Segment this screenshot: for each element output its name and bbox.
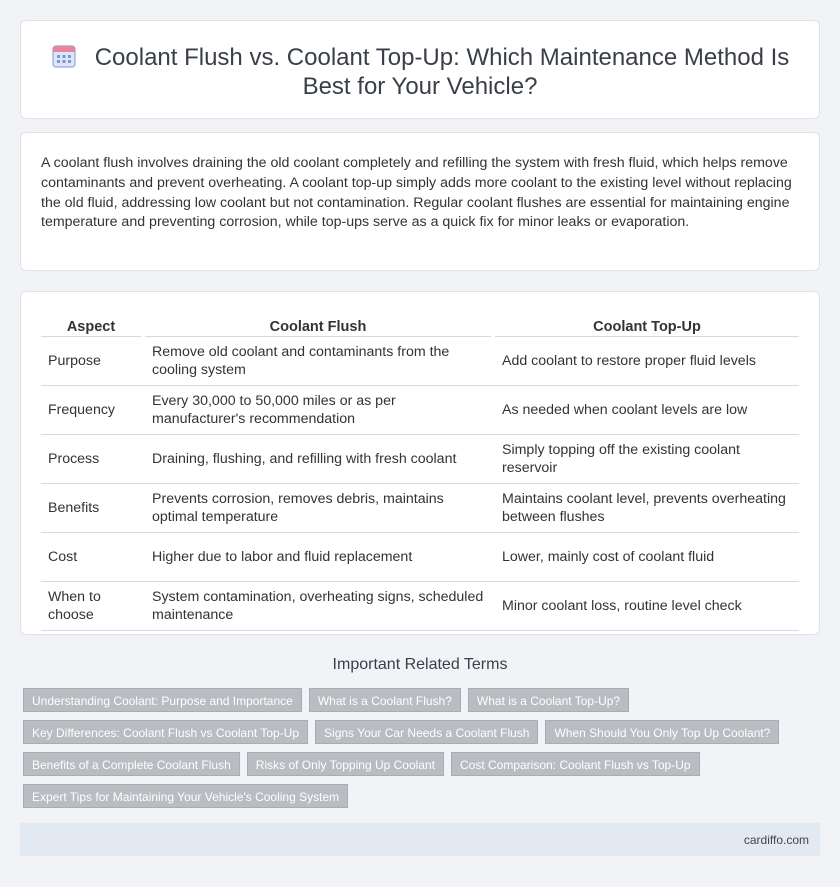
table-row [41,386,799,435]
header-coolant-top-up: Coolant Top-Up [495,315,799,337]
calendar-grid-icon [51,43,77,69]
related-term-chip[interactable]: Cost Comparison: Coolant Flush vs Top-Up [451,752,700,776]
related-term-chip[interactable]: Expert Tips for Maintaining Your Vehicle's Cooling System [23,784,348,808]
related-term-chip[interactable]: Signs Your Car Needs a Coolant Flush [315,720,538,744]
related-term-chip[interactable]: Understanding Coolant: Purpose and Importance [23,688,302,712]
header-aspect: Aspect [41,315,141,337]
flush-cell: Prevents corrosion, removes debris, maintains optimal temperature [145,484,491,533]
flush-cell: Higher due to labor and fluid replacement [145,533,491,582]
table-row [41,533,799,582]
title-wrap [41,43,799,101]
footer [20,823,820,856]
related-term-chip[interactable]: What is a Coolant Flush? [309,688,461,712]
table-header-row [41,315,799,337]
page-title [41,43,799,101]
related-term-chip[interactable]: What is a Coolant Top-Up? [468,688,629,712]
intro-card [20,132,820,271]
related-term-chip[interactable]: When Should You Only Top Up Coolant? [545,720,779,744]
comparison-table [41,315,799,631]
aspect-cell: Frequency [41,386,141,435]
top-up-cell: Maintains coolant level, prevents overheating between flushes [495,484,799,533]
flush-cell: System contamination, overheating signs, scheduled maintenance [145,582,491,631]
intro-paragraph: A coolant flush involves draining the old coolant completely and refilling the system with fresh fluid, which helps remove contaminants and prevent overheating. A coolant top-up simply adds more coolant to the existing level without replacing the old fluid, addressing low coolant but not contamination. Regular coolant flushes are essential for maintaining engine temperature and preventing corrosion, while top-ups serve as a quick fix for minor leaks or evaporation. [41,155,792,231]
flush-cell: Draining, flushing, and refilling with fresh coolant [145,435,491,484]
title-card [20,20,820,119]
comparison-card [20,291,820,635]
related-terms-list [23,688,803,808]
top-up-cell: Lower, mainly cost of coolant fluid [495,533,799,582]
flush-cell: Every 30,000 to 50,000 miles or as per manufacturer's recommendation [145,386,491,435]
top-up-cell: Simply topping off the existing coolant reservoir [495,435,799,484]
page-title-text: Coolant Flush vs. Coolant Top-Up: Which Maintenance Method Is Best for Your Vehicle? [94,44,790,100]
top-up-cell: Add coolant to restore proper fluid levels [495,337,799,386]
related-terms-title: Important Related Terms [332,656,508,673]
aspect-cell: Cost [41,533,141,582]
header-coolant-flush: Coolant Flush [145,315,491,337]
table-row [41,484,799,533]
aspect-cell: Purpose [41,337,141,386]
related-term-chip[interactable]: Risks of Only Topping Up Coolant [247,752,444,776]
table-row [41,435,799,484]
related-term-chip[interactable]: Benefits of a Complete Coolant Flush [23,752,240,776]
table-row [41,582,799,631]
top-up-cell: Minor coolant loss, routine level check [495,582,799,631]
top-up-cell: As needed when coolant levels are low [495,386,799,435]
footer-site: cardiffo.com [743,833,809,847]
aspect-cell: When to choose [41,582,141,631]
related-term-chip[interactable]: Key Differences: Coolant Flush vs Coolant Top-Up [23,720,308,744]
aspect-cell: Benefits [41,484,141,533]
flush-cell: Remove old coolant and contaminants from the cooling system [145,337,491,386]
aspect-cell: Process [41,435,141,484]
table-row [41,337,799,386]
